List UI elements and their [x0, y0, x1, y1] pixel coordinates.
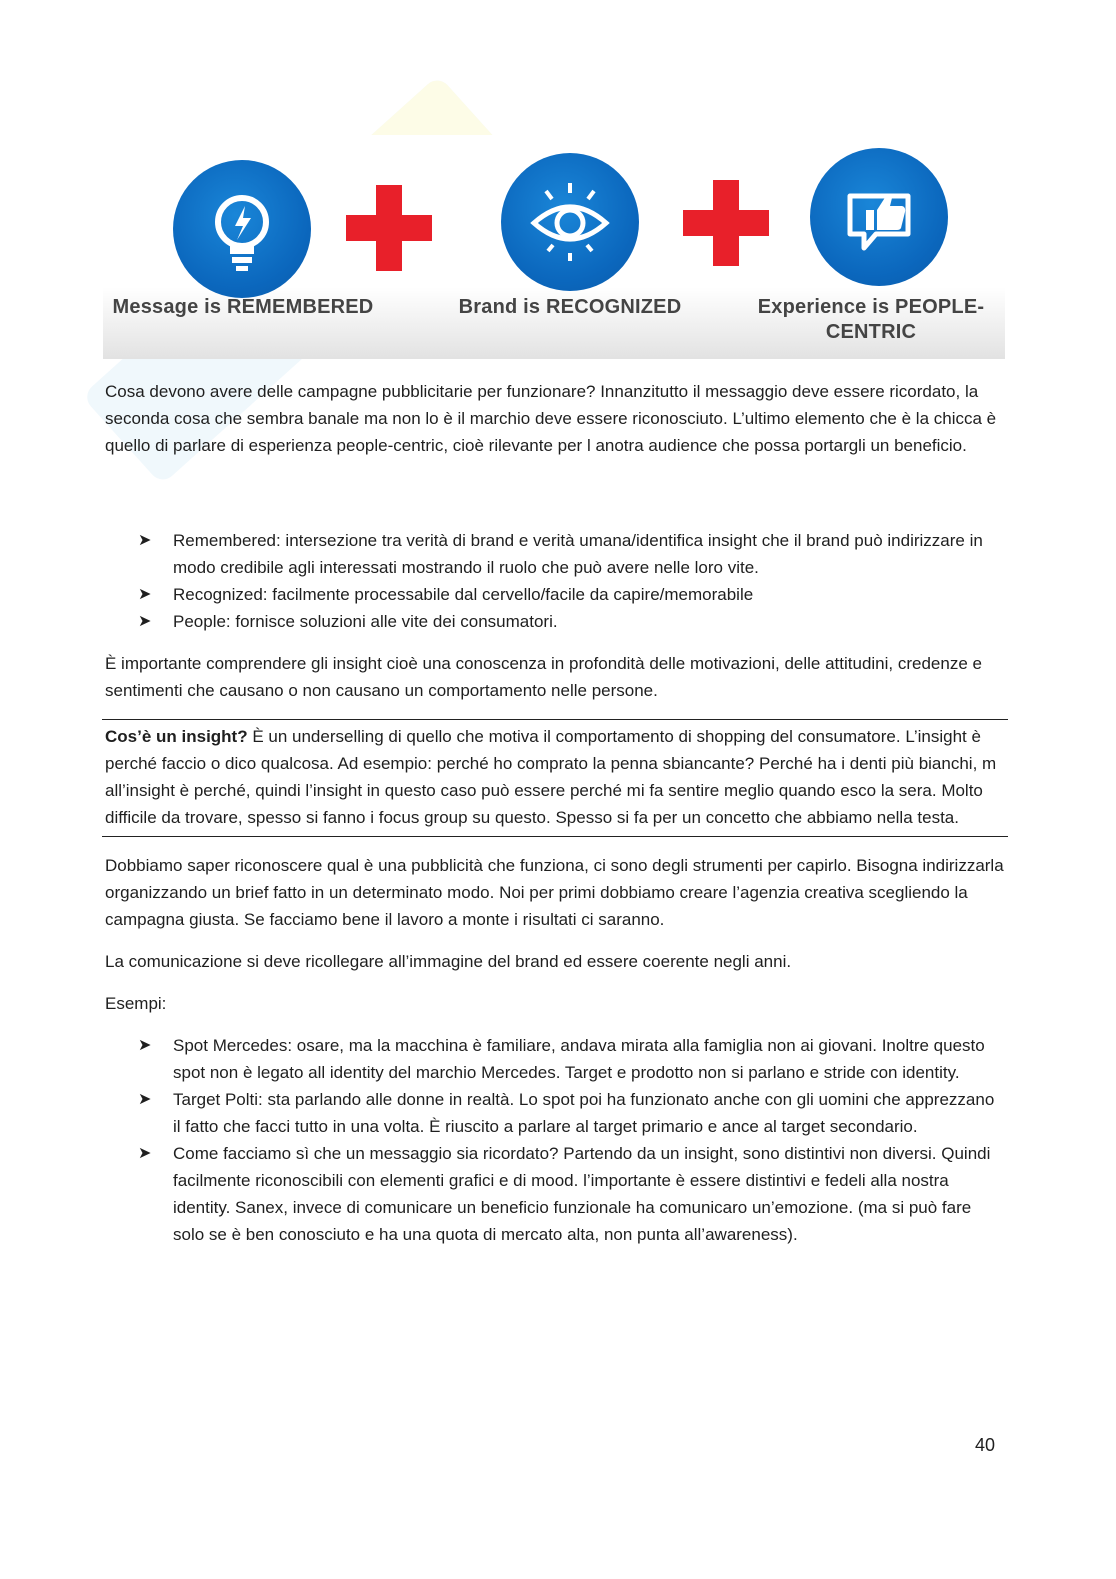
list-item: [105, 581, 1005, 608]
list-item-text: Target Polti: sta parlando alle donne in realtà. Lo spot poi ha funzionato anche con gli uomini che apprezzano il fatto che facci tutto in una volta. È riuscito a parlare al target primario e ance al target secondario.: [173, 1090, 995, 1136]
list-item-text: Spot Mercedes: osare, ma la macchina è familiare, andava mirata alla famiglia non ai giovani. Inoltre questo spot non è legato all identity del marchio Mercedes. Target e prodotto non si parlano e stride con identity.: [173, 1036, 985, 1082]
arrow-bullet-icon: ➤: [138, 1145, 152, 1162]
people-centric-circle: [810, 148, 948, 286]
people-centric-label: Experience is PEOPLE-CENTRIC: [757, 296, 985, 343]
list-item-text: People: fornisce soluzioni alle vite dei consumatori.: [173, 612, 558, 631]
recognized-label: Brand is RECOGNIZED: [458, 296, 682, 318]
recognized-circle: [501, 153, 639, 291]
campaign-pillars-figure: [103, 135, 1005, 359]
remembered-circle: [173, 160, 311, 298]
plus-icon: [683, 180, 769, 266]
brief-paragraph: Dobbiamo saper riconoscere qual è una pubblicità che funziona, ci sono degli strumenti per capirlo. Bisogna indirizzarla organizzando un brief fatto in un determinato modo. Noi per primi dobbiamo creare l’agenzia creativa scegliendo la campagna giusta. Se facciamo bene il lavoro a monte i risultati ci saranno.: [105, 856, 1004, 929]
insight-definition-box: [102, 719, 1008, 837]
arrow-bullet-icon: ➤: [138, 586, 152, 603]
remembered-label: Message is REMEMBERED: [112, 296, 374, 318]
insight-intro-paragraph: È importante comprendere gli insight cioè una conoscenza in profondità delle motivazioni, delle attitudini, credenze e sentimenti che causano o non causano un comportamento nelle persone.: [105, 654, 982, 700]
examples-heading: Esempi:: [105, 994, 167, 1013]
list-item: [105, 527, 1005, 581]
page-number: 40: [975, 1435, 996, 1455]
arrow-bullet-icon: ➤: [138, 613, 152, 630]
insight-question: Cos’è un insight?: [105, 727, 248, 746]
thumbs-up-chat-icon: [810, 148, 948, 286]
list-item-text: Come facciamo sì che un messaggio sia ricordato? Partendo da un insight, sono distintivi non diversi. Quindi facilmente riconoscibili con elementi grafici e di mood. l’importante è essere distintivi e fedeli alla nostra identity. Sanex, invece di comunicare un beneficio funzionale ha comunicaro un’emozione. (ma si può fare solo se è ben conosciuto e ha una quota di mercato alta, non punta all’awareness).: [173, 1144, 991, 1244]
list-item-text: Recognized: facilmente processabile dal cervello/facile da capire/memorabile: [173, 585, 754, 604]
examples-list: [105, 1032, 1005, 1248]
list-item-text: Remembered: intersezione tra verità di brand e verità umana/identifica insight che il brand può indirizzare in modo credibile agli interessati mostrando il ruolo che può avere nelle loro vite.: [173, 531, 983, 577]
list-item: [105, 1140, 1005, 1248]
list-item: [105, 608, 1005, 635]
arrow-bullet-icon: ➤: [138, 1037, 152, 1054]
pillars-list: [105, 527, 1005, 635]
list-item: [105, 1032, 1005, 1086]
eye-icon: [501, 153, 639, 291]
page-content: [105, 378, 1005, 1248]
arrow-bullet-icon: ➤: [138, 1091, 152, 1108]
insight-answer: È un underselling di quello che motiva il comportamento di shopping del consumatore. L’insight è perché faccio o dico qualcosa. Ad esempio: perché ho comprato la penna sbiancante? Perché ha i denti più bianchi, m all’insight è perché, quindi l’insight in questo caso può essere perché mi fa sentire meglio quando esco la sera. Molto difficile da trovare, spesso si fanno i focus group su questo. Spesso si fa per un concetto che abbiamo nella testa.: [105, 727, 997, 827]
arrow-bullet-icon: ➤: [138, 532, 152, 549]
lightbulb-icon: [173, 160, 311, 298]
plus-icon: [346, 185, 432, 271]
list-item: [105, 1086, 1005, 1140]
communication-paragraph: La comunicazione si deve ricollegare all’immagine del brand ed essere coerente negli anni.: [105, 952, 792, 971]
intro-paragraph: Cosa devono avere delle campagne pubblicitarie per funzionare? Innanzitutto il messaggio deve essere ricordato, la seconda cosa che sembra banale ma non lo è il marchio deve essere riconosciuto. L’ultimo elemento che è la chicca è quello di parlare di esperienza people-centric, cioè rilevante per l anotra audience che possa portargli un beneficio.: [105, 382, 997, 455]
